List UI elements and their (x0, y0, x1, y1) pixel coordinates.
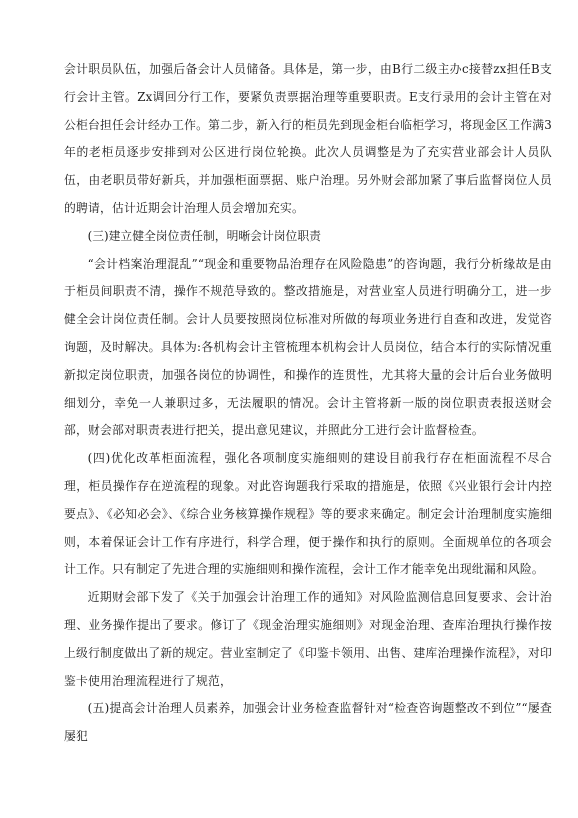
section-heading-3: (三)建立健全岗位责任制，明晰会计岗位职责 (87, 228, 321, 243)
body-paragraph-5: (五)提高会计治理人员素养，加强会计业务检查监督针对“检查咨询题整改不到位”“屡查屡犯 (64, 701, 552, 744)
body-paragraph-3: (四)优化改革柜面流程，强化各项制度实施细则的建设目前我行存在柜面流程不尽合理，柜员操作存在逆流程的现象。对此咨询题我行采取的措施是，依照《兴业银行会计内控要点》、《必知必会》、《综合业务核算操作规程》等的要求来确定。制定会计治理制度实施细则，本着保证会计工作有序进行，科学合理，便于操作和执行的原则。全面规单位的各项会计工作。只有制定了先进合理的实施细则和操作流程，会计工作才能幸免出现纰漏和风险。 (64, 451, 552, 577)
body-paragraph-2: “会计档案治理混乱”“现金和重要物品治理存在风险隐患”的咨询题，我行分析缘故是由于柜员间职责不清，操作不规范导致的。整改措施是，对营业室人员进行明确分工，进一步健全会计岗位责任制。会计人员要按照岗位标准对所做的每项业务进行自查和改进，发觉咨询题，及时解决。具体为:各机构会计主管梳理本机构会计人员岗位，结合本行的实际情况重新拟定岗位职责，加强各岗位的协调性，和操作的连贯性，尤其将大量的会计后台业务做明细划分，幸免一人兼职过多，无法履职的情况。会计主管将新一版的岗位职责表报送财会部，财会部对职责表进行把关，提出意见建议，并照此分工进行会计监督检查。 (64, 256, 552, 438)
body-paragraph-1: 会计职员队伍，加强后备会计人员储备。具体是，第一步，由B行二级主办c接替zx担任B支行会计主管。Zx调回分行工作，要紧负责票据治理等重要职责。E支行录用的会计主管在对公柜台担任会计经办工作。第二步，新入行的柜员先到现金柜台临柜学习，将现金区工作满3年的老柜员逐步安排到对公区进行岗位轮换。此次人员调整是为了充实营业部会计人员队伍，由老职员带好新兵，并加强柜面票据、账户治理。另外财会部加紧了事后监督岗位人员的聘请，估计近期会计治理人员会增加充实。 (64, 62, 552, 215)
body-paragraph-4: 近期财会部下发了《关于加强会计治理工作的通知》对风险监测信息回复要求、会计治理、业务操作提出了要求。修订了《现金治理实施细则》对现金治理、查库治理执行操作按上级行制度做出了新的规定。营业室制定了《印鉴卡领用、出售、建库治理操作流程》，对印鉴卡使用治理流程进行了规范， (64, 590, 552, 688)
document-page (64, 56, 552, 751)
